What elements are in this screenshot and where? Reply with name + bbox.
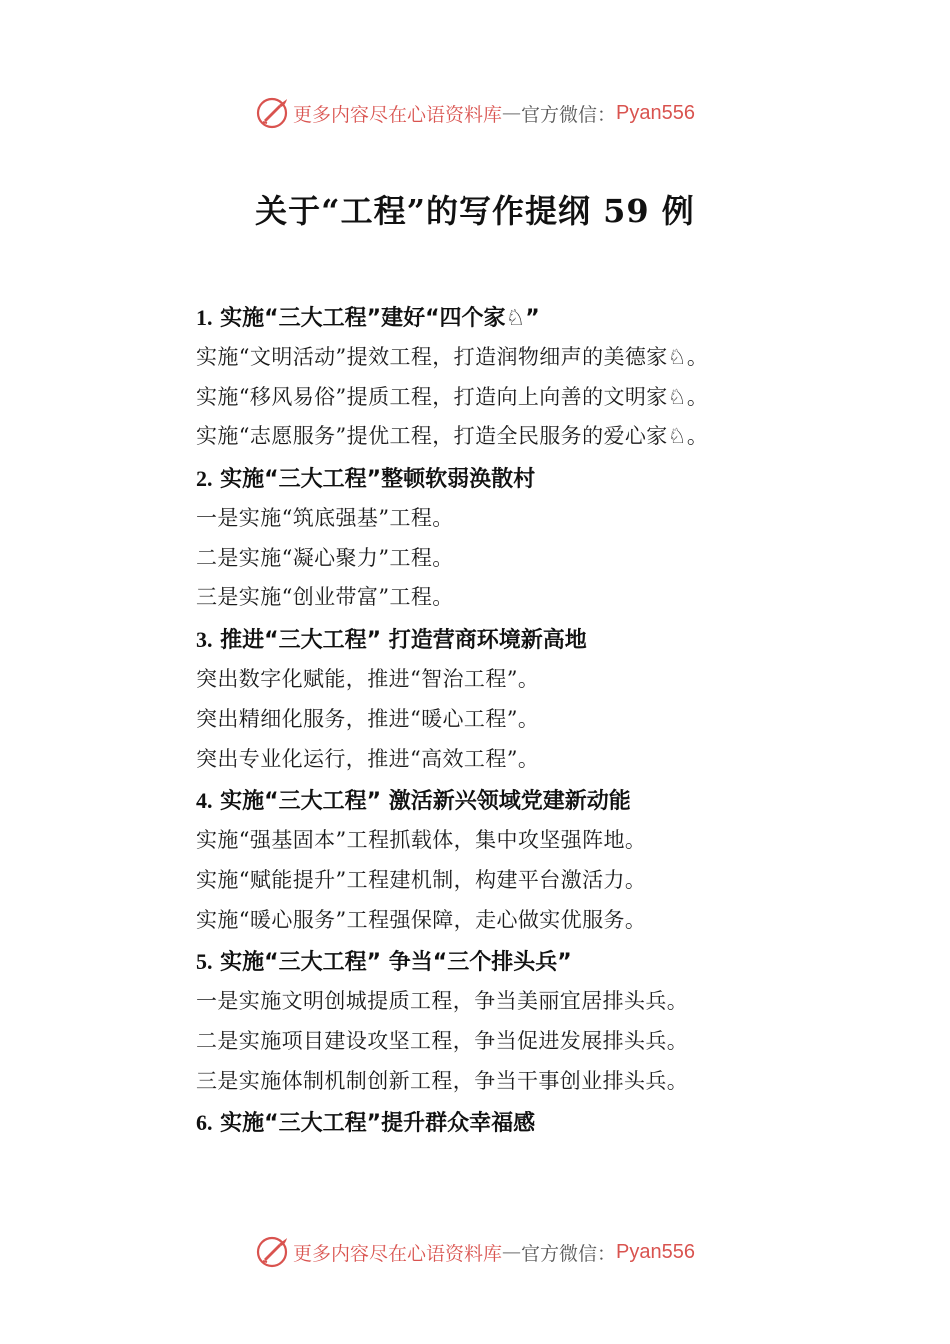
- list-item: 实施“志愿服务”提优工程，打造全民服务的爱心家♘。: [196, 424, 709, 449]
- section-heading: [196, 1103, 896, 1143]
- list-item: 突出数字化赋能，推进“智治工程”。: [196, 667, 540, 692]
- section-heading-text: 实施“三大工程” 争当“三个排头兵”: [220, 950, 572, 976]
- watermark-dash: —: [502, 1241, 522, 1263]
- list-item: 实施“强基固本”工程抓载体，集中攻坚强阵地。: [196, 828, 647, 853]
- section-6: [196, 1103, 896, 1143]
- section-1: [196, 298, 896, 457]
- section-number: 2.: [196, 466, 213, 492]
- page-title: 关于“工程”的写作提纲 59 例: [255, 192, 695, 230]
- section-heading-text: 实施“三大工程”整顿软弱涣散村: [220, 467, 536, 493]
- watermark-brand: 更多内容尽在心语资料库: [293, 1242, 503, 1265]
- section-number: 3.: [196, 627, 213, 653]
- list-item: 实施“文明活动”提效工程，打造润物细声的美德家♘。: [196, 345, 709, 369]
- list-item: 突出精细化服务，推进“暖心工程”。: [196, 706, 540, 731]
- section-heading-text: 实施“三大工程”提升群众幸福感: [220, 1111, 536, 1137]
- watermark-wechat-id: Pyan556: [616, 101, 695, 124]
- list-item: 三是实施体制机制创新工程，争当干事创业排头兵。: [196, 1068, 689, 1093]
- list-item: 一是实施“筑底强基”工程。: [196, 506, 454, 531]
- section-heading: [196, 620, 896, 660]
- list-item: 二是实施“凝心聚力”工程。: [196, 545, 454, 570]
- section-number: 6.: [196, 1110, 213, 1136]
- section-heading: [196, 459, 896, 499]
- list-item: 实施“移风易俗”提质工程，打造向上向善的文明家♘。: [196, 384, 709, 409]
- watermark-brand: 更多内容尽在心语资料库: [293, 103, 503, 126]
- list-item: 一是实施文明创城提质工程，争当美丽宜居排头兵。: [196, 989, 689, 1014]
- watermark-footer: [0, 1232, 950, 1272]
- watermark-wechat-id: Pyan556: [616, 1240, 695, 1263]
- list-item: 二是实施项目建设攻坚工程，争当促进发展排头兵。: [196, 1028, 689, 1053]
- section-heading: [196, 298, 896, 338]
- watermark-dash: —: [502, 102, 522, 124]
- list-item: 实施“暖心服务”工程强保障，走心做实优服务。: [196, 907, 647, 932]
- section-4: [196, 781, 896, 940]
- quill-logo-icon: [255, 96, 289, 130]
- watermark-wechat-label: 官方微信：: [521, 103, 617, 126]
- watermark-wechat-label: 官方微信：: [521, 1242, 617, 1265]
- section-heading: [196, 781, 896, 821]
- section-number: 1.: [196, 305, 213, 330]
- section-2: [196, 459, 896, 618]
- section-heading: [196, 942, 896, 982]
- section-heading-text: 实施“三大工程” 激活新兴领域党建新动能: [220, 789, 631, 815]
- list-item: 三是实施“创业带富”工程。: [196, 585, 454, 610]
- section-5: [196, 942, 896, 1101]
- list-item: 突出专业化运行，推进“高效工程”。: [196, 746, 540, 771]
- section-heading-text: 实施“三大工程”建好“四个家♘”: [220, 306, 540, 331]
- watermark-header: [0, 93, 950, 133]
- list-item: 实施“赋能提升”工程建机制，构建平台激活力。: [196, 867, 647, 892]
- section-number: 4.: [196, 788, 213, 814]
- section-number: 5.: [196, 949, 213, 975]
- section-3: [196, 620, 896, 779]
- document-body: [196, 298, 896, 1145]
- quill-logo-icon: [255, 1235, 289, 1269]
- section-heading-text: 推进“三大工程” 打造营商环境新高地: [220, 628, 587, 654]
